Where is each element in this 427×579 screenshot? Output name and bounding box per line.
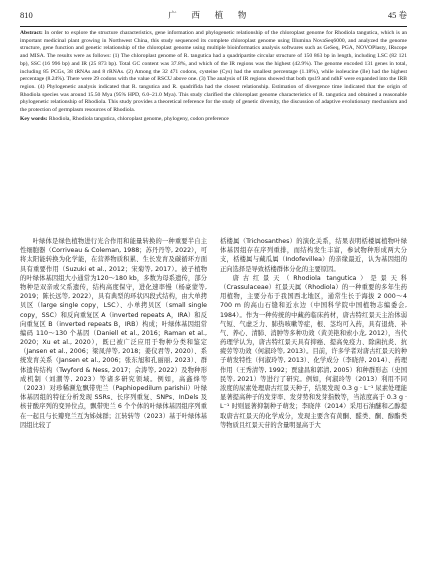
keywords-text: Rhodiola, Rhodiola tangutica, chloroplast genome, phylogeny, codon preference <box>48 115 229 122</box>
volume-label: 45 卷 <box>387 10 407 20</box>
body-paragraph: 栝楼属（Trichosanthes）的演化关系，结果表明栝楼属植物叶绿体基因组存在序列重排，而结构发生丰富，参试物种形成两大分支，栝楼属与藏瓜属（Indofevillea）的亲缘最近，认为基因组的正向选择是导致栝楼群体分化的主要原因。 <box>220 238 407 273</box>
keywords-label: Key words: <box>20 115 48 122</box>
page-number: 810 <box>20 10 33 20</box>
left-column <box>20 237 207 573</box>
abstract <box>20 30 407 123</box>
header-rule <box>20 26 407 27</box>
running-head <box>20 6 407 24</box>
body-columns <box>20 237 407 573</box>
keywords <box>20 116 407 124</box>
journal-title: 广 西 植 物 <box>168 11 253 21</box>
body-paragraph: 叶绿体是绿色植物进行光合作用和能量转换的一种重要半自主性细胞器（Corriveau & Coleman, 1988；苏丹丹等, 2022），可将太阳能转换为化学能，在营养物质积累、生长发育及碳循环方面具有重要作用（Suzuki et al., 2012；宋菊等, 2017）。被子植物的叶绿体基因组大小通常为120～180 kb，多数为母系遗传，部分物种是双亲或父系遗传，结构高度保守，进化速率慢（杨豪蒙等, 2019；陈长远等, 2022），具有典型的环状四段式结构，由大单拷贝区（large single copy，LSC）、小单拷贝区（small single copy，SSC）和反向重复区 A（inverted repeats A，IRA）和反向重复区 B（inverted repeats B，IRB）构成；叶绿体基因组常编码 110～130 个基因（Daniell et al., 2016；Raman et al., 2020；Xu et al., 2020），既已被广泛应用于物种分类和鉴定（Jansen et al., 2006；梁凤萍等, 2018；姜仪君等, 2020）、系统发育关系（Jansen et al., 2006；张东旭和孔丽丽, 2023）、群体遗传结构（Twyford & Ness, 2017；佘涛等, 2022）及物种形成机制（刘潮等, 2023）等诸多研究领域。例如，高鑫烽等（2023）对珍稀濒危飘带兜兰（Paphiopedilum parishii）叶绿体基因组的特征分析发现 SSRs、长序列重复、SNPs、InDels 及核苷酸序列的变异位点，飘带兜兰 6 个个体的叶绿体基因组序列重在一起且与长瓣兜兰互为姊妹群；江转转等（2023）基于叶绿体基因组比较了 <box>20 238 207 429</box>
right-column <box>220 237 407 573</box>
abstract-label: Abstract: <box>20 30 43 36</box>
body-paragraph: 唐古红景天（Rhodiola tangutica）是景天科（Crassulaceae）红景天属（Rhodiola）的一种重要的多年生药用植物，主要分布于我国西北地区，通常生长于海拔 2 000～4 700 m 的高山石缝和近水边（中国科学院中国植物志编委会, 1984）。作为一种传统的中藏药临床药材，唐古特红景天主治体弱气短、气虚乏力、肺热咳嗽等症，根、茎均可入药，具有退烧、补气、养心、清肺、消肿等多种功效（黄美艳和索小龙, 2012），当代药理学认为，唐古特红景天具有抑癌、提高免疫力、除菌抗炎、抗疲劳等功效（何淑玲等, 2013）。目前，许多学者对唐古红景天的种子萌发特性（何淑玲等, 2013）、化学成分（李晓萍, 2014）、药理作用（王秀清等, 1992；贾建昌和郭清, 2005）和种群形态（史国民等, 2021）等进行了研究。例如，何淑玲等（2013）利用不同浓度的尿素处理唐古红景天种子，结果发现 0.3 g · L⁻¹ 尿素处理能显著提高种子的发芽率、发芽势和发芽指数等，当浓度高于 0.3 g · L⁻¹ 时则显著抑制种子萌发；李晓萍（2014）采用石油醚和乙醇提取唐古红景天的化学成分，发现主要含有黄酮、醛类、酮、醇酯类等物质且红景天苷的含量明显高于大 <box>220 274 407 429</box>
abstract-text: In order to explore the structure characteristics, gene information and phylogenetic relationship of the chloroplast genome for Rhodiola tangutica, which is an important medicinal plant growing in Northwest China, this study sequenced its complete chloroplast genome using Illumina NovaSeq6000, and analyzed the genome structure, gene function and genetic relationship of the chloroplast genome using multiple bioinformatics analysis softwares such as GeSeq, PGA, NOVOPlasty, IRscope and MISA. The results were as follows: (1) The chloroplast genome of R. tangutica had a quadripartite circular structure of 150 863 bp in length, including LSC (82 121 bp), SSC (16 996 bp) and IR (25 873 bp). Total GC content was 37.8%, and which of the IR regions was the highest (42.9%). The genome encoded 131 genes in total, including 85 PCGs, 38 tRNAs and 8 rRNAs. (2) Among the 32 471 codons, cysteine (Cys) had the smallest percentage (1.18%), while isoleucine (Ile) had the highest percentage (8.24%). There were 29 codons with the value of RSCU above one. (3) The analysis of IR regions showed that both rps19 and ndhF were expanded into the IRB region. (4) Phylogenetic analysis indicated that R. tangutica and R. quadrifida had the closest relationship. Estimation of divergence time indicated that the origin of Rhodiola species was around 15.50 Mya (95% HPD, 6.0–21.0 Mya). This study clarified the chloroplast genome characteristics of R. tangutica and obtained a reasonable phylogenetic relationship of Rhodiola. This study provides a theoretical reference for the study of genetic diversity, the discussion of adaptive evolutionary mechanism and the protection of germplasm resources of Rhodiola. <box>20 30 407 114</box>
